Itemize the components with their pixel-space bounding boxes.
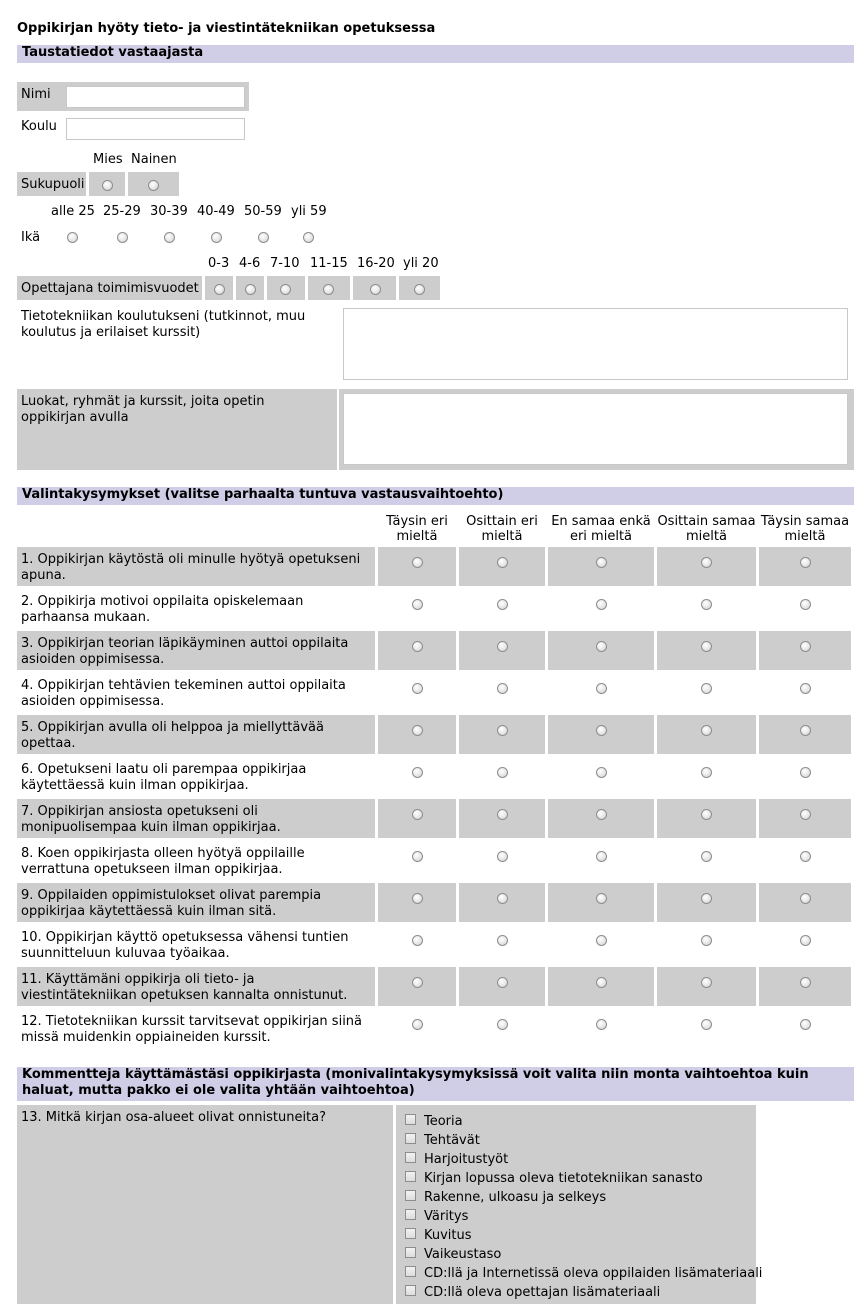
likert-radio-q11-opt1[interactable] bbox=[412, 977, 423, 988]
page-title: Oppikirjan hyöty tieto- ja viestintätekniikan opetuksessa bbox=[17, 21, 436, 36]
likert-radio-q1-opt4[interactable] bbox=[701, 557, 712, 568]
likert-radio-q10-opt3[interactable] bbox=[596, 935, 607, 946]
q13-checkbox-3[interactable] bbox=[405, 1152, 416, 1163]
likert-radio-q10-opt5[interactable] bbox=[800, 935, 811, 946]
likert-question-10: 10. Oppikirjan käyttö opetuksessa vähensi tuntien suunnitteluun kuluvaa työaikaa. bbox=[21, 930, 349, 961]
likert-radio-q10-opt1[interactable] bbox=[412, 935, 423, 946]
experience-option-label-5: 16-20 bbox=[357, 256, 395, 271]
likert-question-11: 11. Käyttämäni oppikirja oli tieto- ja viestintätekniikan opetuksen kannalta onnistunut. bbox=[17, 967, 375, 1006]
likert-radio-q5-opt5[interactable] bbox=[800, 725, 811, 736]
q13-checkbox-10[interactable] bbox=[405, 1285, 416, 1296]
likert-radio-q8-opt3[interactable] bbox=[596, 851, 607, 862]
q13-option-label-6: Väritys bbox=[424, 1209, 469, 1224]
section-header-comments: Kommentteja käyttämästäsi oppikirjasta (monivalintakysymyksissä voit valita niin monta vaihtoehtoa kuin haluat, mutta pakko ei ole valita yhtään vaihtoehtoa) bbox=[17, 1067, 854, 1101]
likert-radio-q7-opt5[interactable] bbox=[800, 809, 811, 820]
gender-option-label-female: Nainen bbox=[131, 152, 177, 167]
likert-question-2: 2. Oppikirja motivoi oppilaita opiskelemaan parhaansa mukaan. bbox=[21, 594, 304, 625]
likert-radio-q12-opt1[interactable] bbox=[412, 1019, 423, 1030]
experience-option-label-6: yli 20 bbox=[403, 256, 439, 271]
name-label: Nimi bbox=[21, 87, 51, 102]
age-option-label-2: 25-29 bbox=[103, 204, 141, 219]
likert-radio-q3-opt1[interactable] bbox=[412, 641, 423, 652]
likert-radio-q7-opt2[interactable] bbox=[497, 809, 508, 820]
age-option-label-1: alle 25 bbox=[51, 204, 95, 219]
q13-option-label-9: CD:llä ja Internetissä oleva oppilaiden lisämateriaali bbox=[424, 1266, 763, 1281]
likert-radio-q1-opt2[interactable] bbox=[497, 557, 508, 568]
q13-checkbox-8[interactable] bbox=[405, 1247, 416, 1258]
experience-radio-1[interactable] bbox=[214, 284, 225, 295]
likert-radio-q2-opt2[interactable] bbox=[497, 599, 508, 610]
experience-option-label-2: 4-6 bbox=[239, 256, 261, 271]
section-header-likert: Valintakysymykset (valitse parhaalta tuntuva vastausvaihtoehto) bbox=[17, 487, 854, 505]
likert-radio-q2-opt5[interactable] bbox=[800, 599, 811, 610]
likert-radio-q12-opt5[interactable] bbox=[800, 1019, 811, 1030]
it-training-textarea[interactable] bbox=[343, 308, 848, 380]
q13-option-label-7: Kuvitus bbox=[424, 1228, 472, 1243]
likert-radio-q10-opt2[interactable] bbox=[497, 935, 508, 946]
likert-radio-q11-opt2[interactable] bbox=[497, 977, 508, 988]
age-radio-2[interactable] bbox=[117, 232, 128, 243]
q13-checkbox-2[interactable] bbox=[405, 1133, 416, 1144]
likert-radio-q4-opt1[interactable] bbox=[412, 683, 423, 694]
likert-radio-q1-opt5[interactable] bbox=[800, 557, 811, 568]
experience-radio-3[interactable] bbox=[280, 284, 291, 295]
likert-radio-q2-opt3[interactable] bbox=[596, 599, 607, 610]
likert-radio-q12-opt3[interactable] bbox=[596, 1019, 607, 1030]
q13-option-label-10: CD:llä oleva opettajan lisämateriaali bbox=[424, 1285, 661, 1300]
q13-checkbox-7[interactable] bbox=[405, 1228, 416, 1239]
likert-radio-q9-opt3[interactable] bbox=[596, 893, 607, 904]
likert-radio-q11-opt5[interactable] bbox=[800, 977, 811, 988]
likert-radio-q9-opt4[interactable] bbox=[701, 893, 712, 904]
q13-option-label-2: Tehtävät bbox=[424, 1133, 480, 1148]
likert-radio-q6-opt2[interactable] bbox=[497, 767, 508, 778]
experience-option-label-3: 7-10 bbox=[270, 256, 300, 271]
gender-option-label-male: Mies bbox=[93, 152, 123, 167]
section-header-background: Taustatiedot vastaajasta bbox=[17, 45, 854, 63]
gender-label: Sukupuoli bbox=[21, 177, 85, 192]
likert-radio-q3-opt2[interactable] bbox=[497, 641, 508, 652]
likert-radio-q11-opt3[interactable] bbox=[596, 977, 607, 988]
likert-radio-q6-opt3[interactable] bbox=[596, 767, 607, 778]
school-label: Koulu bbox=[21, 119, 57, 134]
experience-radio-5[interactable] bbox=[370, 284, 381, 295]
q13-option-label-1: Teoria bbox=[424, 1114, 463, 1129]
likert-radio-q7-opt3[interactable] bbox=[596, 809, 607, 820]
experience-radio-6[interactable] bbox=[414, 284, 425, 295]
q13-option-label-4: Kirjan lopussa oleva tietotekniikan sanasto bbox=[424, 1171, 703, 1186]
likert-radio-q9-opt5[interactable] bbox=[800, 893, 811, 904]
experience-option-label-4: 11-15 bbox=[310, 256, 348, 271]
likert-radio-q1-opt1[interactable] bbox=[412, 557, 423, 568]
it-training-label: Tietotekniikan koulutukseni (tutkinnot, muu koulutus ja erilaiset kurssit) bbox=[21, 309, 306, 340]
scale-header-4: Osittain samaa mieltä bbox=[657, 514, 756, 544]
likert-radio-q8-opt1[interactable] bbox=[412, 851, 423, 862]
likert-question-7: 7. Oppikirjan ansiosta opetukseni oli monipuolisempaa kuin ilman oppikirjaa. bbox=[17, 799, 375, 838]
likert-question-4: 4. Oppikirjan tehtävien tekeminen auttoi oppilaita asioiden oppimisessa. bbox=[21, 678, 346, 709]
likert-question-3: 3. Oppikirjan teorian läpikäyminen auttoi oppilaita asioiden oppimisessa. bbox=[17, 631, 375, 670]
likert-radio-q8-opt2[interactable] bbox=[497, 851, 508, 862]
likert-radio-q4-opt4[interactable] bbox=[701, 683, 712, 694]
likert-question-12: 12. Tietotekniikan kurssit tarvitsevat oppikirjan siinä missä muidenkin oppiaineiden kurssit. bbox=[21, 1014, 363, 1045]
likert-question-1: 1. Oppikirjan käytöstä oli minulle hyötyä opetukseni apuna. bbox=[17, 547, 375, 586]
age-radio-3[interactable] bbox=[164, 232, 175, 243]
school-input[interactable] bbox=[66, 118, 245, 140]
likert-radio-q6-opt1[interactable] bbox=[412, 767, 423, 778]
age-option-label-6: yli 59 bbox=[291, 204, 327, 219]
likert-question-5: 5. Oppikirjan avulla oli helppoa ja miellyttävää opettaa. bbox=[17, 715, 375, 754]
scale-header-1: Täysin eri mieltä bbox=[386, 514, 448, 544]
q13-option-label-3: Harjoitustyöt bbox=[424, 1152, 509, 1167]
likert-radio-q10-opt4[interactable] bbox=[701, 935, 712, 946]
likert-radio-q4-opt5[interactable] bbox=[800, 683, 811, 694]
age-radio-6[interactable] bbox=[303, 232, 314, 243]
q13-checkbox-1[interactable] bbox=[405, 1114, 416, 1125]
likert-radio-q3-opt5[interactable] bbox=[800, 641, 811, 652]
q13-option-label-8: Vaikeustaso bbox=[424, 1247, 502, 1262]
likert-radio-q9-opt2[interactable] bbox=[497, 893, 508, 904]
likert-radio-q5-opt1[interactable] bbox=[412, 725, 423, 736]
likert-radio-q9-opt1[interactable] bbox=[412, 893, 423, 904]
age-radio-4[interactable] bbox=[211, 232, 222, 243]
likert-radio-q6-opt4[interactable] bbox=[701, 767, 712, 778]
q13-checkbox-6[interactable] bbox=[405, 1209, 416, 1220]
age-radio-5[interactable] bbox=[258, 232, 269, 243]
likert-radio-q2-opt1[interactable] bbox=[412, 599, 423, 610]
likert-radio-q2-opt4[interactable] bbox=[701, 599, 712, 610]
likert-radio-q3-opt4[interactable] bbox=[701, 641, 712, 652]
likert-radio-q5-opt3[interactable] bbox=[596, 725, 607, 736]
likert-radio-q4-opt2[interactable] bbox=[497, 683, 508, 694]
likert-radio-q5-opt2[interactable] bbox=[497, 725, 508, 736]
scale-header-2: Osittain eri mieltä bbox=[466, 514, 538, 544]
likert-radio-q5-opt4[interactable] bbox=[701, 725, 712, 736]
age-option-label-4: 40-49 bbox=[197, 204, 235, 219]
age-label: Ikä bbox=[21, 230, 41, 245]
name-input[interactable] bbox=[66, 86, 245, 108]
likert-radio-q12-opt4[interactable] bbox=[701, 1019, 712, 1030]
likert-radio-q7-opt4[interactable] bbox=[701, 809, 712, 820]
scale-header-5: Täysin samaa mieltä bbox=[760, 514, 850, 544]
q13-checkbox-5[interactable] bbox=[405, 1190, 416, 1201]
likert-radio-q4-opt3[interactable] bbox=[596, 683, 607, 694]
q13-checkbox-4[interactable] bbox=[405, 1171, 416, 1182]
q13-label: 13. Mitkä kirjan osa-alueet olivat onnistuneita? bbox=[21, 1110, 327, 1125]
likert-question-8: 8. Koen oppikirjasta olleen hyötyä oppilaille verrattuna opetukseen ilman oppikirjaa. bbox=[21, 846, 305, 877]
likert-radio-q8-opt4[interactable] bbox=[701, 851, 712, 862]
gender-radio-male[interactable] bbox=[102, 180, 113, 191]
experience-label: Opettajana toimimisvuodet bbox=[21, 281, 199, 296]
classes-textarea[interactable] bbox=[343, 393, 848, 465]
scale-header-3: En samaa enkä eri mieltä bbox=[551, 514, 651, 544]
likert-radio-q7-opt1[interactable] bbox=[412, 809, 423, 820]
likert-question-9: 9. Oppilaiden oppimistulokset olivat parempia oppikirjaa käytettäessä kuin ilman sitä. bbox=[17, 883, 375, 922]
age-option-label-3: 30-39 bbox=[150, 204, 188, 219]
likert-question-6: 6. Opetukseni laatu oli parempaa oppikirjaa käytettäessä kuin ilman oppikirjaa. bbox=[21, 762, 307, 793]
gender-radio-female[interactable] bbox=[148, 180, 159, 191]
age-radio-1[interactable] bbox=[67, 232, 78, 243]
q13-checkbox-9[interactable] bbox=[405, 1266, 416, 1277]
experience-option-label-1: 0-3 bbox=[208, 256, 230, 271]
likert-radio-q8-opt5[interactable] bbox=[800, 851, 811, 862]
likert-radio-q3-opt3[interactable] bbox=[596, 641, 607, 652]
age-option-label-5: 50-59 bbox=[244, 204, 282, 219]
experience-radio-4[interactable] bbox=[323, 284, 334, 295]
classes-label: Luokat, ryhmät ja kurssit, joita opetin oppikirjan avulla bbox=[21, 394, 265, 425]
likert-radio-q11-opt4[interactable] bbox=[701, 977, 712, 988]
likert-radio-q1-opt3[interactable] bbox=[596, 557, 607, 568]
q13-option-label-5: Rakenne, ulkoasu ja selkeys bbox=[424, 1190, 607, 1205]
likert-radio-q6-opt5[interactable] bbox=[800, 767, 811, 778]
experience-radio-2[interactable] bbox=[245, 284, 256, 295]
q13-label-cell bbox=[17, 1105, 393, 1304]
likert-radio-q12-opt2[interactable] bbox=[497, 1019, 508, 1030]
